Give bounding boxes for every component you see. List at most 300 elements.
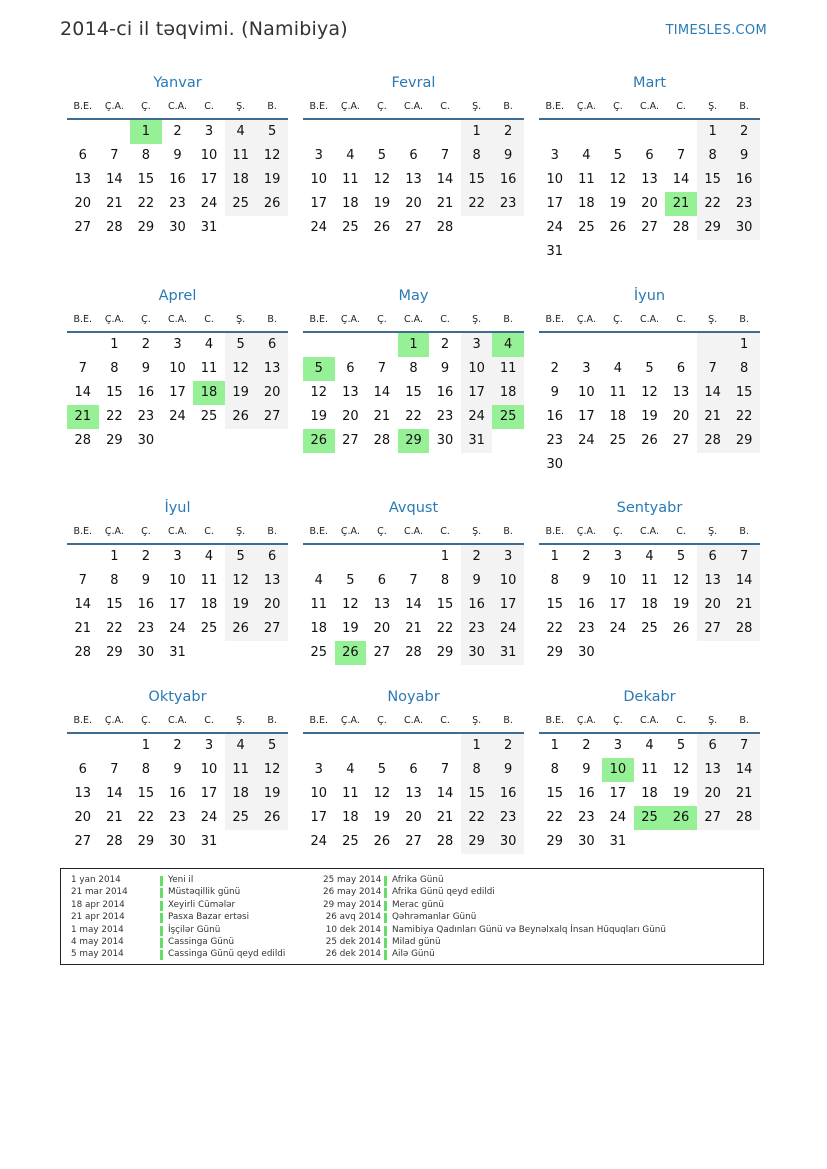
day-cell[interactable]: 11 <box>578 172 595 187</box>
day-cell[interactable]: 10 <box>200 762 218 777</box>
day-cell[interactable]: 21 <box>67 405 99 429</box>
day-cell[interactable]: 17 <box>609 597 627 612</box>
day-cell[interactable]: 6 <box>256 333 288 357</box>
day-cell[interactable]: 18 <box>225 782 257 806</box>
day-cell[interactable]: 3 <box>550 148 559 163</box>
day-cell[interactable]: 8 <box>141 148 151 163</box>
day-cell[interactable]: 1 <box>440 549 450 564</box>
day-cell[interactable]: 17 <box>461 381 493 405</box>
day-cell[interactable]: 6 <box>409 148 418 163</box>
day-cell[interactable]: 8 <box>550 762 559 777</box>
day-cell[interactable]: 24 <box>578 433 595 448</box>
day-cell[interactable]: 5 <box>613 148 623 163</box>
day-cell[interactable]: 26 <box>225 617 257 641</box>
day-cell[interactable]: 11 <box>225 144 257 168</box>
day-cell[interactable]: 3 <box>314 762 323 777</box>
day-cell[interactable]: 6 <box>256 545 288 569</box>
day-cell[interactable]: 12 <box>225 357 257 381</box>
day-cell[interactable]: 14 <box>74 597 92 612</box>
day-cell[interactable]: 16 <box>461 593 493 617</box>
day-cell[interactable]: 27 <box>256 617 288 641</box>
day-cell[interactable]: 4 <box>346 148 355 163</box>
day-cell[interactable]: 23 <box>492 806 524 830</box>
day-cell[interactable]: 13 <box>342 385 359 400</box>
day-cell[interactable]: 22 <box>137 196 155 211</box>
day-cell[interactable]: 21 <box>728 782 760 806</box>
day-cell[interactable]: 4 <box>645 549 654 564</box>
day-cell[interactable]: 15 <box>137 786 155 801</box>
day-cell[interactable]: 7 <box>377 361 387 376</box>
day-cell[interactable]: 21 <box>74 621 92 636</box>
day-cell[interactable]: 19 <box>672 597 690 612</box>
day-cell[interactable]: 16 <box>137 385 155 400</box>
day-cell[interactable]: 3 <box>613 549 623 564</box>
day-cell[interactable]: 26 <box>225 405 257 429</box>
day-cell[interactable]: 26 <box>609 220 627 235</box>
day-cell[interactable]: 13 <box>373 597 391 612</box>
day-cell[interactable]: 14 <box>106 172 123 187</box>
day-cell[interactable]: 7 <box>676 148 686 163</box>
day-cell[interactable]: 18 <box>193 381 225 405</box>
day-cell[interactable]: 7 <box>78 573 87 588</box>
day-cell[interactable]: 9 <box>141 361 151 376</box>
day-cell[interactable]: 24 <box>310 834 328 849</box>
day-cell[interactable]: 8 <box>550 573 559 588</box>
day-cell[interactable]: 30 <box>728 216 760 240</box>
day-cell[interactable]: 25 <box>200 621 218 636</box>
day-cell[interactable]: 20 <box>256 381 288 405</box>
day-cell[interactable]: 2 <box>141 549 151 564</box>
day-cell[interactable]: 12 <box>256 758 288 782</box>
day-cell[interactable]: 5 <box>377 762 387 777</box>
day-cell[interactable]: 16 <box>578 786 595 801</box>
day-cell[interactable]: 23 <box>578 810 595 825</box>
day-cell[interactable]: 19 <box>373 196 391 211</box>
day-cell[interactable]: 7 <box>409 573 418 588</box>
day-cell[interactable]: 8 <box>141 762 151 777</box>
day-cell[interactable]: 3 <box>173 337 182 352</box>
day-cell[interactable]: 25 <box>310 645 328 660</box>
day-cell[interactable]: 26 <box>665 806 697 830</box>
day-cell[interactable]: 9 <box>728 144 760 168</box>
day-cell[interactable]: 11 <box>342 786 359 801</box>
day-cell[interactable]: 25 <box>578 220 595 235</box>
day-cell[interactable]: 13 <box>697 569 729 593</box>
day-cell[interactable]: 5 <box>645 361 654 376</box>
day-cell[interactable]: 4 <box>645 738 654 753</box>
day-cell[interactable]: 26 <box>335 641 367 665</box>
day-cell[interactable]: 13 <box>672 385 690 400</box>
day-cell[interactable]: 16 <box>728 168 760 192</box>
day-cell[interactable]: 12 <box>342 597 359 612</box>
day-cell[interactable]: 30 <box>461 641 493 665</box>
day-cell[interactable]: 15 <box>137 172 155 187</box>
day-cell[interactable]: 12 <box>225 569 257 593</box>
day-cell[interactable]: 23 <box>461 617 493 641</box>
day-cell[interactable]: 4 <box>346 762 355 777</box>
day-cell[interactable]: 4 <box>582 148 591 163</box>
day-cell[interactable]: 24 <box>609 621 627 636</box>
day-cell[interactable]: 12 <box>672 762 690 777</box>
day-cell[interactable]: 10 <box>310 172 328 187</box>
day-cell[interactable]: 15 <box>728 381 760 405</box>
day-cell[interactable]: 4 <box>225 734 257 758</box>
day-cell[interactable]: 22 <box>405 409 422 424</box>
day-cell[interactable]: 16 <box>546 409 564 424</box>
day-cell[interactable]: 11 <box>492 357 524 381</box>
day-cell[interactable]: 26 <box>641 433 658 448</box>
day-cell[interactable]: 27 <box>405 220 422 235</box>
day-cell[interactable]: 30 <box>137 433 155 448</box>
day-cell[interactable]: 27 <box>373 645 391 660</box>
day-cell[interactable]: 28 <box>106 220 123 235</box>
day-cell[interactable]: 17 <box>200 786 218 801</box>
day-cell[interactable]: 5 <box>303 357 335 381</box>
day-cell[interactable]: 3 <box>461 333 493 357</box>
day-cell[interactable]: 13 <box>74 172 92 187</box>
day-cell[interactable]: 22 <box>697 192 729 216</box>
day-cell[interactable]: 16 <box>169 786 186 801</box>
day-cell[interactable]: 28 <box>436 834 454 849</box>
day-cell[interactable]: 20 <box>641 196 658 211</box>
day-cell[interactable]: 2 <box>492 120 524 144</box>
day-cell[interactable]: 25 <box>225 806 257 830</box>
day-cell[interactable]: 25 <box>609 433 627 448</box>
day-cell[interactable]: 26 <box>303 429 335 453</box>
day-cell[interactable]: 14 <box>106 786 123 801</box>
day-cell[interactable]: 5 <box>346 573 355 588</box>
day-cell[interactable]: 6 <box>377 573 387 588</box>
day-cell[interactable]: 30 <box>546 457 564 472</box>
day-cell[interactable]: 26 <box>256 806 288 830</box>
day-cell[interactable]: 24 <box>609 810 627 825</box>
day-cell[interactable]: 17 <box>609 786 627 801</box>
day-cell[interactable]: 8 <box>110 573 119 588</box>
day-cell[interactable]: 20 <box>697 593 729 617</box>
day-cell[interactable]: 27 <box>342 433 359 448</box>
day-cell[interactable]: 11 <box>342 172 359 187</box>
day-cell[interactable]: 3 <box>173 549 182 564</box>
day-cell[interactable]: 2 <box>173 738 182 753</box>
day-cell[interactable]: 1 <box>550 738 559 753</box>
day-cell[interactable]: 3 <box>582 361 591 376</box>
day-cell[interactable]: 14 <box>436 786 454 801</box>
day-cell[interactable]: 19 <box>342 621 359 636</box>
day-cell[interactable]: 8 <box>440 573 450 588</box>
day-cell[interactable]: 18 <box>492 381 524 405</box>
day-cell[interactable]: 18 <box>225 168 257 192</box>
day-cell[interactable]: 2 <box>582 738 591 753</box>
day-cell[interactable]: 21 <box>106 196 123 211</box>
day-cell[interactable]: 10 <box>578 385 595 400</box>
day-cell[interactable]: 13 <box>697 758 729 782</box>
day-cell[interactable]: 3 <box>492 545 524 569</box>
day-cell[interactable]: 14 <box>672 172 690 187</box>
day-cell[interactable]: 21 <box>697 405 729 429</box>
day-cell[interactable]: 17 <box>169 597 186 612</box>
day-cell[interactable]: 16 <box>169 172 186 187</box>
day-cell[interactable]: 30 <box>578 645 595 660</box>
day-cell[interactable]: 2 <box>550 361 559 376</box>
day-cell[interactable]: 10 <box>546 172 564 187</box>
day-cell[interactable]: 17 <box>310 810 328 825</box>
day-cell[interactable]: 25 <box>342 834 359 849</box>
day-cell[interactable]: 13 <box>405 786 422 801</box>
day-cell[interactable]: 19 <box>256 782 288 806</box>
day-cell[interactable]: 15 <box>461 168 493 192</box>
day-cell[interactable]: 23 <box>169 196 186 211</box>
day-cell[interactable]: 29 <box>137 834 155 849</box>
day-cell[interactable]: 25 <box>492 405 524 429</box>
day-cell[interactable]: 2 <box>492 734 524 758</box>
day-cell[interactable]: 15 <box>546 597 564 612</box>
day-cell[interactable]: 20 <box>373 621 391 636</box>
day-cell[interactable]: 2 <box>141 337 151 352</box>
day-cell[interactable]: 11 <box>200 573 218 588</box>
day-cell[interactable]: 11 <box>641 573 658 588</box>
day-cell[interactable]: 18 <box>200 597 218 612</box>
day-cell[interactable]: 23 <box>492 192 524 216</box>
day-cell[interactable]: 19 <box>641 409 658 424</box>
day-cell[interactable]: 19 <box>256 168 288 192</box>
day-cell[interactable]: 19 <box>310 409 328 424</box>
day-cell[interactable]: 11 <box>225 758 257 782</box>
day-cell[interactable]: 2 <box>582 549 591 564</box>
day-cell[interactable]: 19 <box>373 810 391 825</box>
day-cell[interactable]: 6 <box>409 762 418 777</box>
day-cell[interactable]: 30 <box>578 834 595 849</box>
day-cell[interactable]: 7 <box>728 545 760 569</box>
day-cell[interactable]: 7 <box>78 361 87 376</box>
day-cell[interactable]: 9 <box>582 573 591 588</box>
day-cell[interactable]: 24 <box>546 220 564 235</box>
day-cell[interactable]: 28 <box>74 645 92 660</box>
day-cell[interactable]: 29 <box>436 645 454 660</box>
day-cell[interactable]: 20 <box>256 593 288 617</box>
day-cell[interactable]: 9 <box>461 569 493 593</box>
day-cell[interactable]: 16 <box>137 597 155 612</box>
day-cell[interactable]: 30 <box>169 834 186 849</box>
day-cell[interactable]: 2 <box>728 120 760 144</box>
day-cell[interactable]: 20 <box>672 409 690 424</box>
day-cell[interactable]: 1 <box>697 120 729 144</box>
day-cell[interactable]: 29 <box>697 216 729 240</box>
day-cell[interactable]: 6 <box>78 148 87 163</box>
day-cell[interactable]: 6 <box>346 361 355 376</box>
day-cell[interactable]: 26 <box>373 220 391 235</box>
day-cell[interactable]: 28 <box>373 433 391 448</box>
day-cell[interactable]: 9 <box>492 758 524 782</box>
day-cell[interactable]: 8 <box>728 357 760 381</box>
day-cell[interactable]: 18 <box>578 196 595 211</box>
day-cell[interactable]: 31 <box>200 220 218 235</box>
day-cell[interactable]: 21 <box>373 409 391 424</box>
day-cell[interactable]: 22 <box>106 621 123 636</box>
day-cell[interactable]: 15 <box>106 385 123 400</box>
day-cell[interactable]: 28 <box>74 433 92 448</box>
day-cell[interactable]: 10 <box>169 361 186 376</box>
day-cell[interactable]: 1 <box>461 120 493 144</box>
day-cell[interactable]: 19 <box>225 381 257 405</box>
day-cell[interactable]: 28 <box>106 834 123 849</box>
day-cell[interactable]: 30 <box>436 433 454 448</box>
day-cell[interactable]: 22 <box>106 409 123 424</box>
day-cell[interactable]: 3 <box>204 124 214 139</box>
day-cell[interactable]: 26 <box>256 192 288 216</box>
day-cell[interactable]: 12 <box>373 172 391 187</box>
day-cell[interactable]: 20 <box>74 810 92 825</box>
day-cell[interactable]: 21 <box>728 593 760 617</box>
day-cell[interactable]: 24 <box>200 810 218 825</box>
day-cell[interactable]: 29 <box>546 834 564 849</box>
day-cell[interactable]: 29 <box>398 429 430 453</box>
day-cell[interactable]: 21 <box>436 810 454 825</box>
day-cell[interactable]: 22 <box>461 806 493 830</box>
day-cell[interactable]: 16 <box>436 385 454 400</box>
day-cell[interactable]: 22 <box>546 621 564 636</box>
day-cell[interactable]: 2 <box>461 545 493 569</box>
day-cell[interactable]: 11 <box>609 385 627 400</box>
day-cell[interactable]: 18 <box>342 196 359 211</box>
day-cell[interactable]: 30 <box>137 645 155 660</box>
day-cell[interactable]: 8 <box>409 361 418 376</box>
day-cell[interactable]: 8 <box>461 758 493 782</box>
day-cell[interactable]: 20 <box>405 196 422 211</box>
day-cell[interactable]: 18 <box>342 810 359 825</box>
day-cell[interactable]: 9 <box>550 385 559 400</box>
day-cell[interactable]: 5 <box>377 148 387 163</box>
day-cell[interactable]: 13 <box>641 172 658 187</box>
day-cell[interactable]: 21 <box>436 196 454 211</box>
day-cell[interactable]: 27 <box>256 405 288 429</box>
day-cell[interactable]: 26 <box>672 621 690 636</box>
day-cell[interactable]: 29 <box>728 429 760 453</box>
day-cell[interactable]: 7 <box>110 148 119 163</box>
day-cell[interactable]: 28 <box>672 220 690 235</box>
day-cell[interactable]: 11 <box>310 597 328 612</box>
day-cell[interactable]: 7 <box>440 762 450 777</box>
day-cell[interactable]: 9 <box>173 762 182 777</box>
day-cell[interactable]: 7 <box>440 148 450 163</box>
day-cell[interactable]: 12 <box>310 385 328 400</box>
day-cell[interactable]: 17 <box>310 196 328 211</box>
day-cell[interactable]: 27 <box>74 834 92 849</box>
day-cell[interactable]: 11 <box>200 361 218 376</box>
day-cell[interactable]: 30 <box>169 220 186 235</box>
day-cell[interactable]: 23 <box>137 621 155 636</box>
day-cell[interactable]: 18 <box>609 409 627 424</box>
day-cell[interactable]: 15 <box>697 168 729 192</box>
day-cell[interactable]: 3 <box>314 148 323 163</box>
day-cell[interactable]: 12 <box>256 144 288 168</box>
day-cell[interactable]: 1 <box>461 734 493 758</box>
day-cell[interactable]: 16 <box>578 597 595 612</box>
day-cell[interactable]: 28 <box>728 617 760 641</box>
day-cell[interactable]: 15 <box>436 597 454 612</box>
day-cell[interactable]: 20 <box>342 409 359 424</box>
day-cell[interactable]: 20 <box>405 810 422 825</box>
day-cell[interactable]: 28 <box>728 806 760 830</box>
day-cell[interactable]: 12 <box>641 385 658 400</box>
day-cell[interactable]: 10 <box>200 148 218 163</box>
day-cell[interactable]: 14 <box>697 381 729 405</box>
day-cell[interactable]: 20 <box>74 196 92 211</box>
day-cell[interactable]: 27 <box>697 806 729 830</box>
day-cell[interactable]: 16 <box>492 782 524 806</box>
day-cell[interactable]: 15 <box>405 385 422 400</box>
day-cell[interactable]: 8 <box>461 144 493 168</box>
day-cell[interactable]: 21 <box>106 810 123 825</box>
day-cell[interactable]: 18 <box>310 621 328 636</box>
day-cell[interactable]: 17 <box>578 409 595 424</box>
day-cell[interactable]: 25 <box>342 220 359 235</box>
day-cell[interactable]: 23 <box>169 810 186 825</box>
day-cell[interactable]: 11 <box>641 762 658 777</box>
day-cell[interactable]: 30 <box>492 830 524 854</box>
day-cell[interactable]: 6 <box>697 545 729 569</box>
day-cell[interactable]: 18 <box>641 597 658 612</box>
day-cell[interactable]: 8 <box>110 361 119 376</box>
day-cell[interactable]: 1 <box>110 337 119 352</box>
day-cell[interactable]: 22 <box>436 621 454 636</box>
day-cell[interactable]: 1 <box>141 738 151 753</box>
day-cell[interactable]: 14 <box>74 385 92 400</box>
day-cell[interactable]: 4 <box>314 573 323 588</box>
day-cell[interactable]: 22 <box>546 810 564 825</box>
day-cell[interactable]: 7 <box>728 734 760 758</box>
day-cell[interactable]: 27 <box>697 617 729 641</box>
day-cell[interactable]: 13 <box>405 172 422 187</box>
day-cell[interactable]: 17 <box>200 172 218 187</box>
day-cell[interactable]: 15 <box>546 786 564 801</box>
day-cell[interactable]: 12 <box>609 172 627 187</box>
day-cell[interactable]: 29 <box>106 433 123 448</box>
day-cell[interactable]: 7 <box>697 357 729 381</box>
day-cell[interactable]: 5 <box>676 738 686 753</box>
day-cell[interactable]: 5 <box>256 120 288 144</box>
day-cell[interactable]: 19 <box>609 196 627 211</box>
day-cell[interactable]: 5 <box>225 333 257 357</box>
day-cell[interactable]: 24 <box>461 405 493 429</box>
day-cell[interactable]: 1 <box>550 549 559 564</box>
day-cell[interactable]: 19 <box>672 786 690 801</box>
day-cell[interactable]: 20 <box>697 782 729 806</box>
day-cell[interactable]: 5 <box>256 734 288 758</box>
day-cell[interactable]: 8 <box>697 144 729 168</box>
day-cell[interactable]: 14 <box>728 758 760 782</box>
day-cell[interactable]: 29 <box>461 830 493 854</box>
day-cell[interactable]: 27 <box>405 834 422 849</box>
day-cell[interactable]: 29 <box>137 220 155 235</box>
day-cell[interactable]: 6 <box>78 762 87 777</box>
day-cell[interactable]: 13 <box>256 569 288 593</box>
day-cell[interactable]: 4 <box>613 361 623 376</box>
day-cell[interactable]: 9 <box>173 148 182 163</box>
day-cell[interactable]: 13 <box>74 786 92 801</box>
day-cell[interactable]: 25 <box>634 806 666 830</box>
day-cell[interactable]: 23 <box>137 409 155 424</box>
day-cell[interactable]: 26 <box>373 834 391 849</box>
day-cell[interactable]: 10 <box>609 573 627 588</box>
day-cell[interactable]: 6 <box>676 361 686 376</box>
day-cell[interactable]: 14 <box>728 569 760 593</box>
day-cell[interactable]: 9 <box>582 762 591 777</box>
day-cell[interactable]: 10 <box>169 573 186 588</box>
day-cell[interactable]: 24 <box>169 409 186 424</box>
day-cell[interactable]: 27 <box>74 220 92 235</box>
day-cell[interactable]: 27 <box>672 433 690 448</box>
day-cell[interactable]: 22 <box>461 192 493 216</box>
